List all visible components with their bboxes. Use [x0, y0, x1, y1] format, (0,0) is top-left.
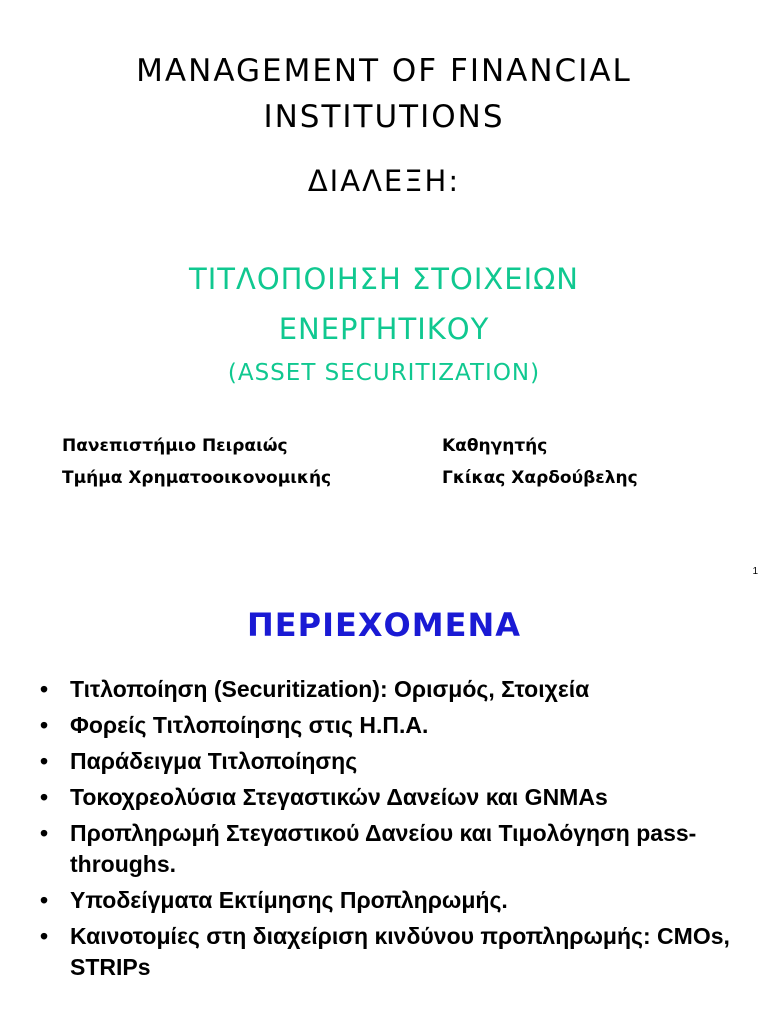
contents-title: ΠΕΡΙΕΧΟΜΕΝΑ: [247, 606, 521, 644]
lecture-label: ΔΙΑΛΕΞΗ:: [307, 164, 461, 198]
list-item: [40, 782, 740, 813]
list-item-text: Καινοτομίες στη διαχείριση κινδύνου προπληρωμής: CMOs, STRIPs: [70, 923, 730, 980]
list-item: [40, 710, 740, 741]
page-number: 1: [752, 566, 758, 577]
list-item-text: Προπληρωμή Στεγαστικού Δανείου και Τιμολόγηση pass-throughs.: [70, 820, 697, 877]
list-item-text: Υποδείγματα Εκτίμησης Προπληρωμής.: [70, 887, 508, 913]
professor-role: Καθηγητής: [442, 436, 548, 456]
list-item: [40, 885, 740, 916]
list-item-text: Τιτλοποίηση (Securitization): Ορισμός, Στοιχεία: [70, 676, 590, 702]
contents-list: [40, 674, 740, 988]
list-item-text: Φορείς Τιτλοποίησης στις Η.Π.Α.: [70, 712, 429, 738]
list-item-text: Παράδειγμα Τιτλοποίησης: [70, 748, 358, 774]
professor-name: Γκίκας Χαρδούβελης: [442, 468, 638, 488]
bullet-icon: •: [40, 748, 49, 774]
bullet-icon: •: [40, 887, 49, 913]
bullet-icon: •: [40, 712, 49, 738]
topic-title-line2: ΕΝΕΡΓΗΤΙΚΟΥ: [278, 312, 490, 346]
course-title-line2: INSTITUTIONS: [263, 99, 505, 135]
list-item: [40, 674, 740, 705]
list-item: [40, 746, 740, 777]
topic-title-line1: ΤΙΤΛΟΠΟΙΗΣΗ ΣΤΟΙΧΕΙΩΝ: [189, 262, 579, 296]
course-title-line1: MANAGEMENT OF FINANCIAL: [136, 53, 632, 89]
bullet-icon: •: [40, 784, 49, 810]
list-item: [40, 818, 740, 880]
contents-slide: [0, 586, 768, 1024]
bullet-icon: •: [40, 820, 49, 846]
bullet-icon: •: [40, 676, 49, 702]
list-item: [40, 921, 740, 983]
topic-english: (ASSET SECURITIZATION): [227, 360, 541, 386]
university-name: Πανεπιστήμιο Πειραιώς: [62, 436, 288, 456]
bullet-icon: •: [40, 923, 49, 949]
department-name: Τμήμα Χρηματοοικονομικής: [62, 468, 332, 488]
list-item-text: Τοκοχρεολύσια Στεγαστικών Δανείων και GNMAs: [70, 784, 608, 810]
